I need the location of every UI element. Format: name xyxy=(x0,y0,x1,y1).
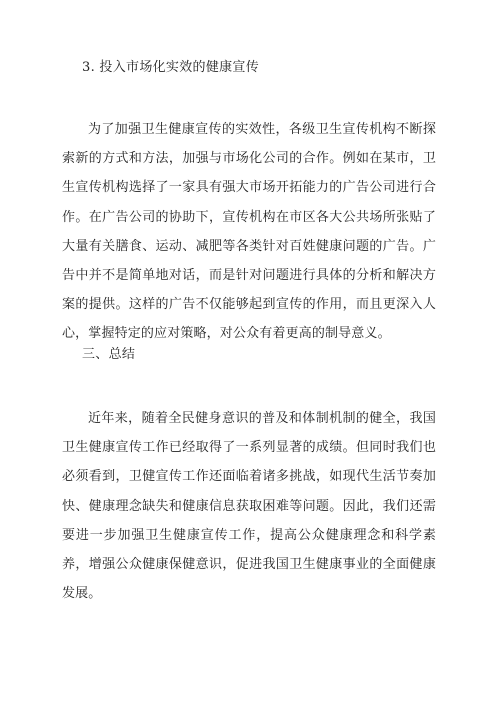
section-heading-summary: 三、总结 xyxy=(82,347,136,362)
paragraph-summary: 近年来，随着全民健身意识的普及和体制机制的健全，我国卫生健康宣传工作已经取得了一系列显著的成绩。但同时我们也必须看到，卫健宣传工作还面临着诸多挑战，如现代生活节奏加快、健康理念缺失和健康信息获取困难等问题。因此，我们还需要进一步加强卫生健康宣传工作，提高公众健康理念和科学素养，增强公众健康保健意识，促进我国卫生健康事业的全面健康发展。 xyxy=(62,411,436,602)
paragraph-market-promotion: 为了加强卫生健康宣传的实效性，各级卫生宣传机构不断探索新的方式和方法，加强与市场化公司的合作。例如在某市，卫生宣传机构选择了一家具有强大市场开拓能力的广告公司进行合作。在广告公司的协助下，宣传机构在市区各大公共场所张贴了大量有关膳食、运动、减肥等各类针对百姓健康问题的广告。广告中并不是简单地对话，而是针对问题进行具体的分析和解决方案的提供。这样的广告不仅能够起到宣传的作用，而且更深入人心，掌握特定的应对策略，对公众有着更高的制导意义。 xyxy=(62,122,436,342)
section-heading-market-promotion: 3. 投入市场化实效的健康宣传 xyxy=(82,60,260,75)
